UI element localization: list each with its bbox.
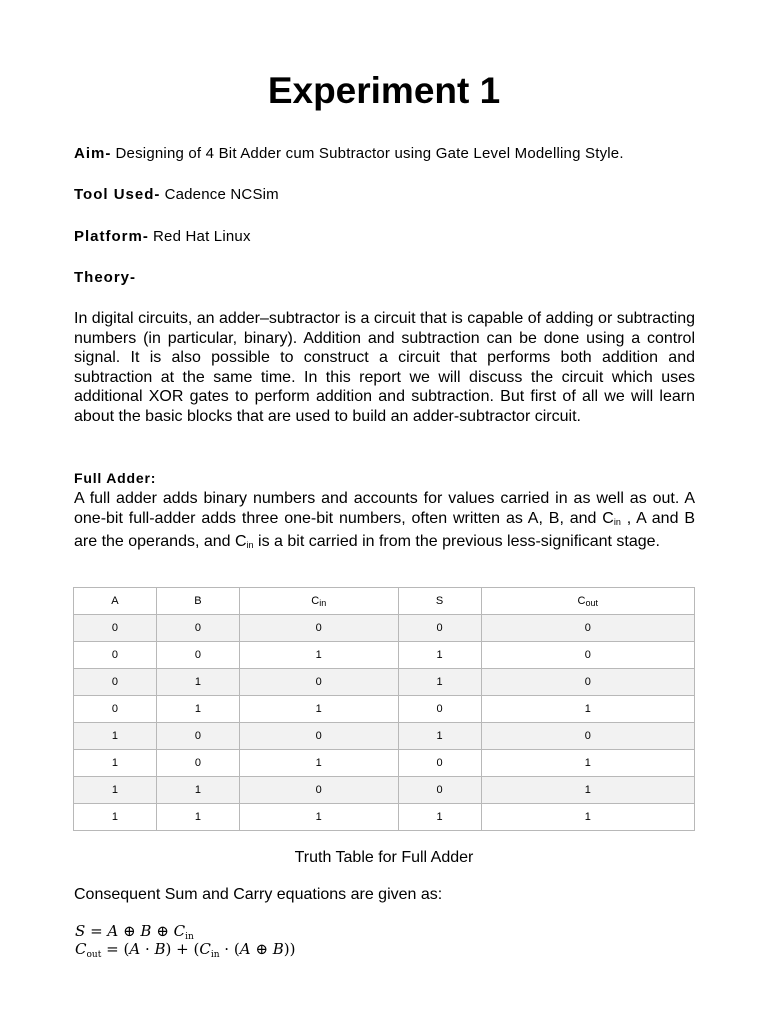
table-cell: 1 (74, 750, 157, 777)
equations-intro: Consequent Sum and Carry equations are given as: (74, 886, 443, 903)
table-cell: 1 (156, 777, 239, 804)
header-cout: $C_{out}$ (481, 588, 694, 615)
full-adder-text-1: A full adder adds binary numbers and accounts for values carried in as well as out. A one-bit full-adder adds three one-bit numbers, often written as A, B, and C (74, 490, 695, 527)
platform-label: Platform- (74, 228, 149, 245)
table-cell: 0 (481, 669, 694, 696)
truth-table (73, 587, 695, 831)
table-cell: 1 (156, 669, 239, 696)
table-cell: 0 (156, 642, 239, 669)
table-cell: 1 (239, 750, 398, 777)
table-row (74, 723, 695, 750)
subscript-in: in (246, 540, 254, 550)
theory-heading (74, 268, 136, 288)
table-cell: 0 (239, 723, 398, 750)
table-cell: 1 (74, 777, 157, 804)
table-cell: 1 (74, 804, 157, 831)
page-title: Experiment 1 (267, 70, 501, 111)
tool-label: Tool Used- (74, 186, 161, 203)
table-row (74, 696, 695, 723)
table-cell: 0 (481, 642, 694, 669)
platform-line (74, 227, 251, 247)
full-adder-text-3: is a bit carried in from the previous less-significant stage. (253, 533, 660, 550)
header-cin: $C_{in}$ (239, 588, 398, 615)
full-adder-paragraph (74, 489, 695, 556)
full-adder-heading: Full Adder: (74, 470, 157, 486)
table-cell: 1 (239, 642, 398, 669)
table-cell: 0 (398, 750, 481, 777)
platform-text: Red Hat Linux (153, 228, 251, 245)
table-cell: 0 (398, 615, 481, 642)
table-row (74, 642, 695, 669)
tool-line (74, 185, 279, 205)
header-b: B (156, 588, 239, 615)
table-cell: 0 (239, 669, 398, 696)
tool-text: Cadence NCSim (164, 186, 279, 203)
table-row (74, 804, 695, 831)
aim-text: Designing of 4 Bit Adder cum Subtractor using Gate Level Modelling Style. (115, 145, 624, 162)
table-cell: 0 (74, 696, 157, 723)
theory-label: Theory- (74, 269, 137, 286)
aim-line (74, 144, 624, 164)
table-cell: 1 (481, 804, 694, 831)
table-cell: 0 (398, 777, 481, 804)
aim-label: Aim- (74, 145, 112, 162)
table-cell: 0 (239, 615, 398, 642)
table-cell: 1 (239, 696, 398, 723)
table-cell: 1 (481, 750, 694, 777)
header-s: S (398, 588, 481, 615)
table-cell: 1 (398, 804, 481, 831)
table-cell: 1 (398, 723, 481, 750)
table-cell: 0 (398, 696, 481, 723)
table-row (74, 669, 695, 696)
table-cell: 1 (481, 696, 694, 723)
table-cell: 1 (156, 804, 239, 831)
table-row (74, 750, 695, 777)
table-cell: 1 (481, 777, 694, 804)
table-cell: 0 (481, 615, 694, 642)
table-row (74, 777, 695, 804)
table-cell: 0 (239, 777, 398, 804)
theory-paragraph: In digital circuits, an adder–subtractor is a circuit that is capable of adding or subtracting numbers (in particular, binary). Addition and subtraction can be done using a control signal. It is also possible to construct a circuit that performs both addition and subtraction at the same time. In this report we will discuss the circuit which uses additional XOR gates to perform addition and subtraction. But first of all we will learn about the basic blocks that are used to build an adder-subtractor circuit. (74, 310, 695, 425)
table-row (74, 615, 695, 642)
full-adder-text-2: , A and B are the operands, and C (74, 509, 696, 550)
table-cell: 0 (74, 669, 157, 696)
table-cell: 0 (156, 723, 239, 750)
table-cell: 1 (239, 804, 398, 831)
table-cell: 1 (398, 642, 481, 669)
table-cell: 1 (156, 696, 239, 723)
table-cell: 0 (481, 723, 694, 750)
table-cell: 0 (156, 615, 239, 642)
sum-equation: S = A ⊕ B ⊕ $C_{in}$ (75, 922, 194, 942)
table-cell: 0 (74, 615, 157, 642)
subscript-in: in (613, 516, 621, 527)
carry-equation: $C_{out} = (A \cdot B) + (C_{in} \cdot (A$ ⊕ B)) (75, 940, 296, 960)
table-cell: 0 (156, 750, 239, 777)
table-caption: Truth Table for Full Adder (294, 849, 474, 866)
table-cell: 1 (74, 723, 157, 750)
table-header-row (74, 588, 695, 615)
header-a: A (74, 588, 157, 615)
table-cell: 0 (74, 642, 157, 669)
table-cell: 1 (398, 669, 481, 696)
